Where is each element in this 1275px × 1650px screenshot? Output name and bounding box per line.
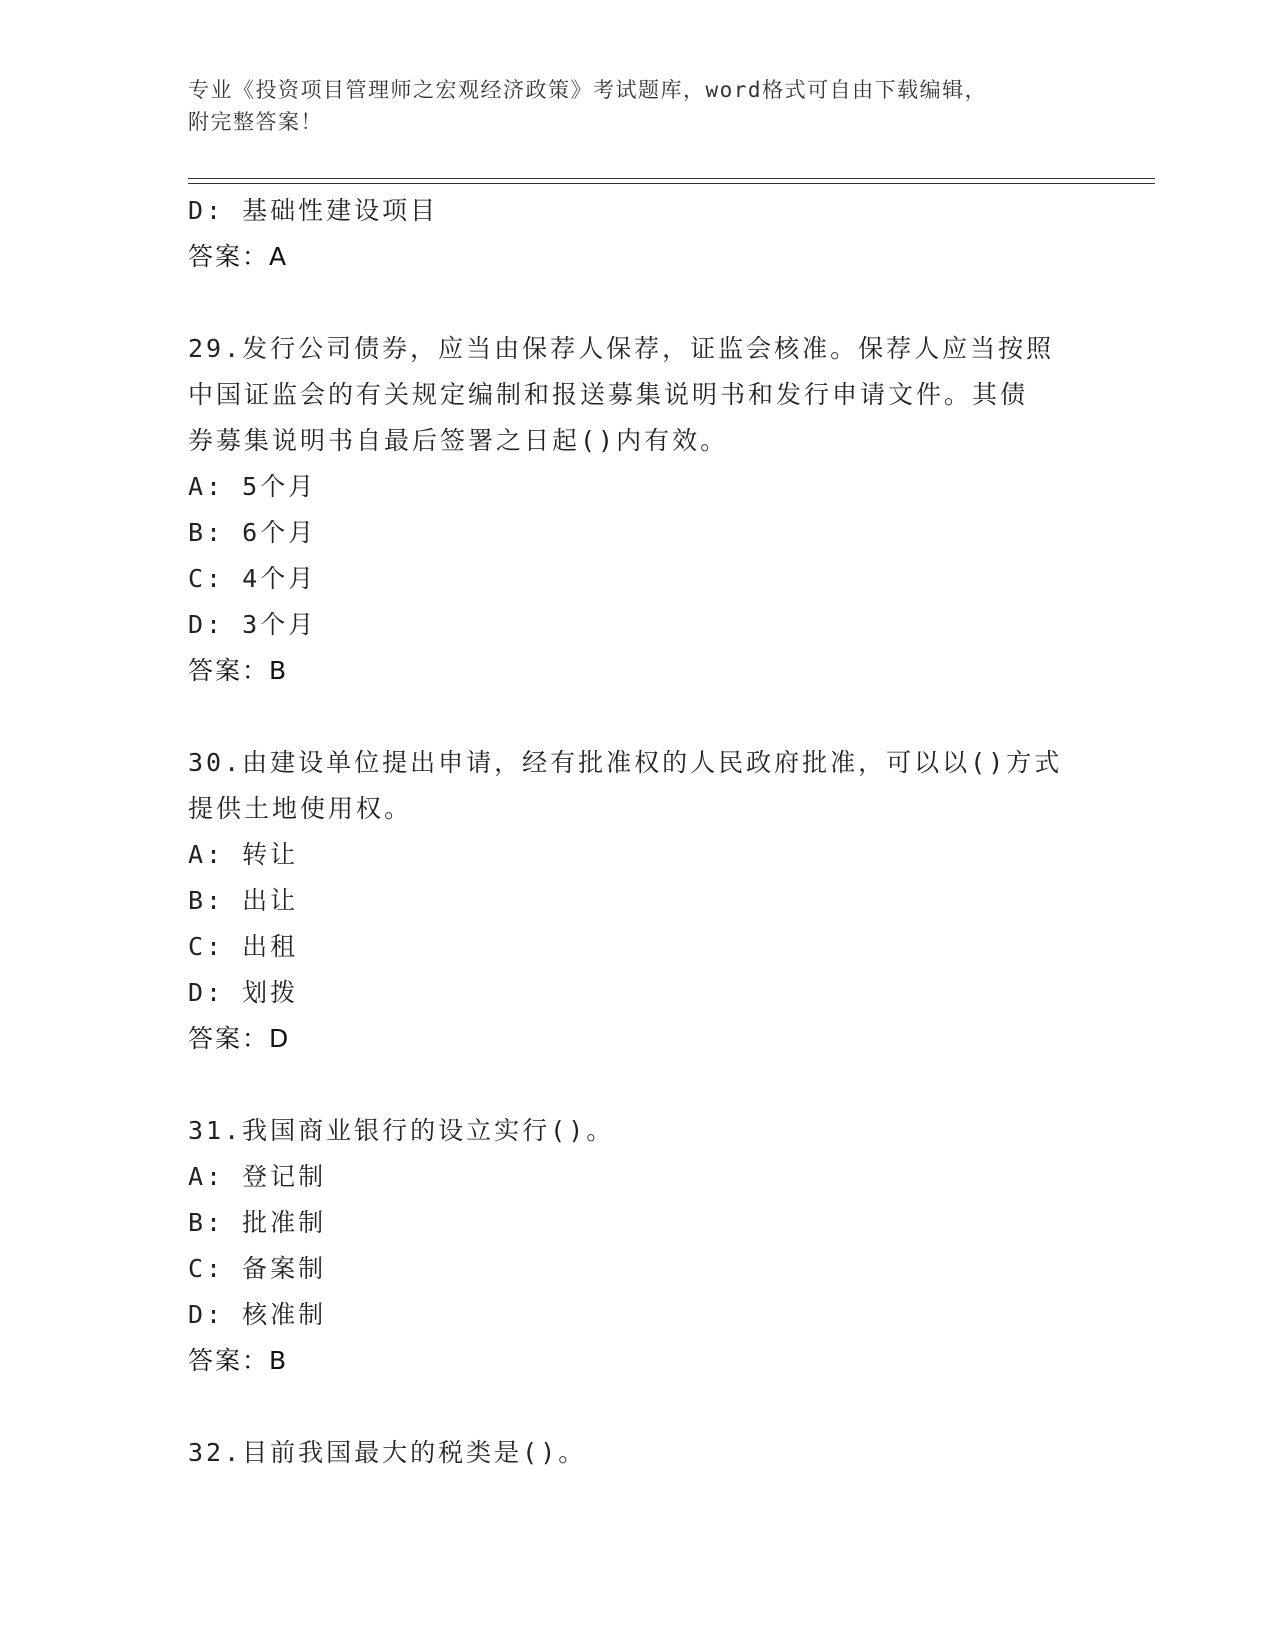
spacer <box>188 280 1088 326</box>
header-line-1: 专业《投资项目管理师之宏观经济政策》考试题库，word格式可自由下载编辑， <box>188 78 988 102</box>
header-line-2: 附完整答案！ <box>188 110 323 134</box>
question-29 <box>188 326 1088 694</box>
header-divider-top <box>188 178 1155 179</box>
option-d: D: 3个月 <box>188 610 317 639</box>
option-a: A: 转让 <box>188 840 299 869</box>
answer-line: 答案：A <box>188 242 289 271</box>
option-d: D: 核准制 <box>188 1300 327 1329</box>
option-b: B: 出让 <box>188 886 299 915</box>
question-stem-line: 提供土地使用权。 <box>188 794 413 823</box>
answer-line: 答案：B <box>188 656 289 685</box>
option-d: D: 划拨 <box>188 978 299 1007</box>
option-d: D: 基础性建设项目 <box>188 196 439 225</box>
option-c: C: 备案制 <box>188 1254 327 1283</box>
question-stem-line: 券募集说明书自最后签署之日起()内有效。 <box>188 426 729 455</box>
document-header <box>188 74 1088 138</box>
spacer <box>188 1062 1088 1108</box>
spacer <box>188 1384 1088 1430</box>
option-c: C: 4个月 <box>188 564 317 593</box>
question-31 <box>188 1108 1088 1384</box>
spacer <box>188 694 1088 740</box>
question-30 <box>188 740 1088 1062</box>
question-stem-line: 中国证监会的有关规定编制和报送募集说明书和发行申请文件。其债 <box>188 380 1029 409</box>
question-32 <box>188 1430 1088 1476</box>
document-body <box>188 188 1088 1476</box>
option-a: A: 5个月 <box>188 472 317 501</box>
option-c: C: 出租 <box>188 932 299 961</box>
option-b: B: 批准制 <box>188 1208 327 1237</box>
answer-line: 答案：D <box>188 1024 291 1053</box>
header-divider-bottom <box>188 183 1155 184</box>
question-stem-line: 31.我国商业银行的设立实行()。 <box>188 1116 615 1145</box>
question-stem-line: 29.发行公司债券，应当由保荐人保荐，证监会核准。保荐人应当按照 <box>188 334 1055 363</box>
question-stem-line: 30.由建设单位提出申请，经有批准权的人民政府批准，可以以()方式 <box>188 748 1063 777</box>
option-a: A: 登记制 <box>188 1162 327 1191</box>
option-b: B: 6个月 <box>188 518 317 547</box>
answer-line: 答案：B <box>188 1346 289 1375</box>
question-stem-line: 32.目前我国最大的税类是()。 <box>188 1438 587 1467</box>
